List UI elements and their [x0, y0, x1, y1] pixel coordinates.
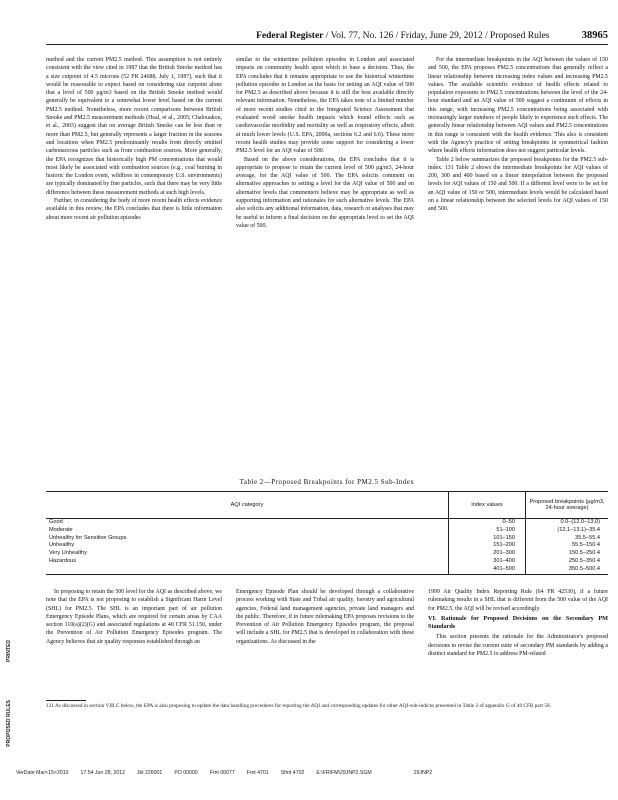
- cell-category: Good: [49, 519, 63, 525]
- footnote-rule: [46, 700, 86, 701]
- margin-sidebar: [6, 640, 16, 790]
- footer-doc: 29JNP2: [413, 770, 433, 776]
- paragraph: 1999 Air Quality Index Reporting Rule (64 FR 42530), if a future rulemaking results in a SHL that is different from the 500 value of the AQI for PM2.5, the AQI will be revised accordingly.: [428, 589, 608, 612]
- cell-category: Hazardous: [49, 557, 77, 564]
- upper-column-2: [236, 56, 414, 472]
- cell-category: Moderate: [49, 526, 73, 533]
- paragraph: Table 2 below summarizes the proposed breakpoints for the PM2.5 sub-index. 131 Table 2 shows the intermediate breakpoints for AQI values of 200, 300 and 400 based on a linear interpolation between the proposed levels for AQI values of 150 and 500. If a different level were to be set for an AQI value of 150 or 500, intermediate levels would be calculated based on a linear relationship between the selected levels for AQI values of 150 and 500.: [428, 156, 608, 213]
- header-index: Index values: [449, 492, 526, 519]
- footer-file: E:\FR\FM\29JNP2.SGM: [316, 770, 372, 776]
- header-category: AQI category: [46, 492, 449, 519]
- cell-index: 151–200: [449, 542, 526, 550]
- paragraph: Further, in considering the body of more recent health effects evidence available in this review, the EPA concludes that there is little information about more recent air pollution episodes: [46, 198, 222, 221]
- cell-index: 51–100: [449, 527, 526, 535]
- footer-po: PO 00000: [174, 770, 198, 776]
- lower-column-2: [236, 588, 414, 696]
- cell-index: 0–50: [449, 519, 526, 527]
- cell-breakpoints: 250.5–350.4: [526, 558, 609, 566]
- page-header: [46, 30, 608, 45]
- table-row: [46, 519, 608, 527]
- lower-column-1: [46, 588, 222, 696]
- paragraph: Emergency Episode Plan should be developed through a collaborative process working with State and Tribal air quality, forestry and agricultural agencies, Federal land management agencies, private land managers and the public. Therefore, if in future rulemaking EPA proposes revisions to the Prevention of Air Pollution Emergency Episodes program, the proposal will include a SHL for PM2.5 that is developed in collaboration with these organizations. As discussed in the: [236, 589, 414, 645]
- cell-breakpoints: 150.5–250.4: [526, 550, 609, 558]
- upper-column-3: [428, 56, 608, 472]
- lower-column-3: [428, 588, 608, 696]
- paragraph: Based on the above considerations, the EPA concludes that it is appropriate to propose to retain the current level of 500 µg/m3, 24-hour average, for the AQI value of 500. The EPA solicits comment on alternative approaches to setting a level for the AQI value of 500 and on alternative levels that commenters believe may be appropriate as well as supporting information and rationales for such alternative levels. The EPA also solicits any additional information, data, research or analyses that may be useful to inform a final decision on the appropriate level to set the AQI value of 500.: [236, 156, 414, 229]
- cell-index: 101–150: [449, 535, 526, 543]
- cell-breakpoints: 0.0–(12.0–13.0): [526, 519, 609, 527]
- paragraph: For the intermediate breakpoints in the AQI between the values of 150 and 500, the EPA proposes PM2.5 concentrations that generally reflect a linear relationship between increasing index values and increasing PM2.5 values. The available scientific evidence of health effects related to population exposures to PM2.5 concentrations between the level of the 24-hour standard and an AQI value of 500 suggest a continuum of effects in this range, with increasing PM2.5 concentrations being associated with increasingly larger numbers of people likely to experience such effects. The generally linear relationship between AQI values and PM2.5 concentrations in this range is consistent with the health evidence. This also is consistent with the Agency's practice of setting breakpoints in symmetrical fashion where health effects information does not suggest particular levels.: [428, 57, 608, 155]
- table-row: [46, 566, 608, 574]
- cell-category: Unhealthy for Sensitive Groups: [49, 534, 127, 541]
- paragraph: In proposing to retain the 500 level for the AQI as described above, we note that the EPA is not proposing to establish a Significant Harm Level (SHL) for PM2.5. The SHL is an important part of air pollution Emergency Episode Plans, which are required for certain areas by CAA section 110(a)(2)(G) and associated regulations at 40 CFR 51.150, under the Prevention of Air Pollution Emergency Episodes program. The Agency believes that air quality responses established through an: [46, 589, 222, 645]
- cell-category: Very Unhealthy: [49, 550, 87, 557]
- cell-category: [46, 566, 449, 574]
- footer-time: 17:54 Jun 28, 2012: [80, 770, 125, 776]
- paragraph: method and the current PM2.5 method. This assumption is not entirely consistent with the view cited in 1987 that the British Smoke method has a size cutpoint of 4.5 microns (52 FR 24688, July 1, 1987), such that it would be reasonable to expect based on considering size cutpoint alone that a level of 500 µg/m3 based on the British Smoke method would generally be equivalent to a somewhat lower level based on the current PM2.5 method. Nonetheless, more recent comparisons between British Smoke and PM2.5 measurement methods (Heal, et al., 2005; Chalouakou, et al., 2003) suggest that on average British Smoke can be less than or more than PM2.5, but generally represents a larger fraction in the seasons and locations when PM2.5 predominantly results from directly emitted carbonaceous particles such as from combustion sources. More generally, the EPA recognizes that historically high PM concentrations that would most likely be associated with combustion sources (e.g., coal burning in historic the London event, wildfires in contemporary U.S. environments) are typically dominated by fine particles, such that there may be very little difference between these measurement methods at such high levels.: [46, 57, 222, 196]
- upper-column-1: [46, 56, 222, 472]
- footnote: 131 As discussed in section VIII.C below, the EPA is also proposing to update the data handling procedures for reporting the AQI and corresponding updates for other AQI-sub-indices presented in Table 2 of appendix G of 40 CFR part 58.: [46, 703, 551, 709]
- table-row: [46, 535, 608, 543]
- table-row: [46, 558, 608, 566]
- table-title: Table 2—Proposed Breakpoints for PM2.5 Sub-Index: [239, 478, 415, 486]
- journal-name: Federal Register: [256, 31, 324, 41]
- sidebar-label-printed: PRINTED: [6, 640, 12, 662]
- sidebar-label-rules: PROPOSED RULES: [6, 700, 12, 747]
- table-row: [46, 527, 608, 535]
- page-footer: [16, 770, 608, 776]
- volume-line: / Vol. 77, No. 126 / Friday, June 29, 2012 / Proposed Rules: [325, 31, 550, 41]
- page-number: 38965: [581, 30, 608, 41]
- cell-index: 201–300: [449, 550, 526, 558]
- footer-jkt: Jkt 226001: [136, 770, 163, 776]
- footer-sfmt: Sfmt 4702: [280, 770, 305, 776]
- footer-version: VerDate Mar<15>2010: [16, 770, 69, 776]
- section-heading: VI. Rationale for Proposed Decisions on the Secondary PM Standards: [428, 614, 608, 631]
- cell-breakpoints: (12.1–13.1)–35.4: [526, 527, 609, 535]
- table-row: [46, 542, 608, 550]
- cell-breakpoints: 350.5–500.4: [526, 566, 609, 574]
- cell-breakpoints: 35.5–55.4: [526, 535, 609, 543]
- paragraph: This section presents the rationale for the Administrator's proposed decisions to revise the current suite of secondary PM standards by adding a distinct standard for PM2.5 to address PM-related: [428, 634, 608, 658]
- header-breakpoints: Proposed breakpoints (µg/m3, 24-hour average): [526, 492, 609, 519]
- footer-fmt: Fmt 4701: [246, 770, 269, 776]
- breakpoints-table: [46, 491, 608, 575]
- cell-breakpoints: 55.5–150.4: [526, 542, 609, 550]
- cell-index: 401–500: [449, 566, 526, 574]
- cell-category: Unhealthy: [49, 542, 75, 549]
- paragraph: similar to the wintertime pollution episodes in London and associated impacts on community health upon which to base a decision. Thus, the EPA concludes that it remains appropriate to use the historical wintertime pollution episodes in London as the basis for setting an AQI value of 500 for PM2.5 as described above because it is still the best available directly relevant information. Nonetheless, the EPA takes note of a limited number of more recent studies cited in the Integrated Science Assessment that evaluated wood smoke health impacts which found effects such as cardiovascular morbidity and mortality as well as respiratory effects, albeit at much lower levels (U.S. EPA, 2009a, sections 6.2 and 6.6). These more recent health studies may provide some support for considering a lower PM2.5 level for an AQI value of 500.: [236, 57, 414, 155]
- footer-frm: Frm 00077: [209, 770, 235, 776]
- cell-index: 301–400: [449, 558, 526, 566]
- table-row: [46, 550, 608, 558]
